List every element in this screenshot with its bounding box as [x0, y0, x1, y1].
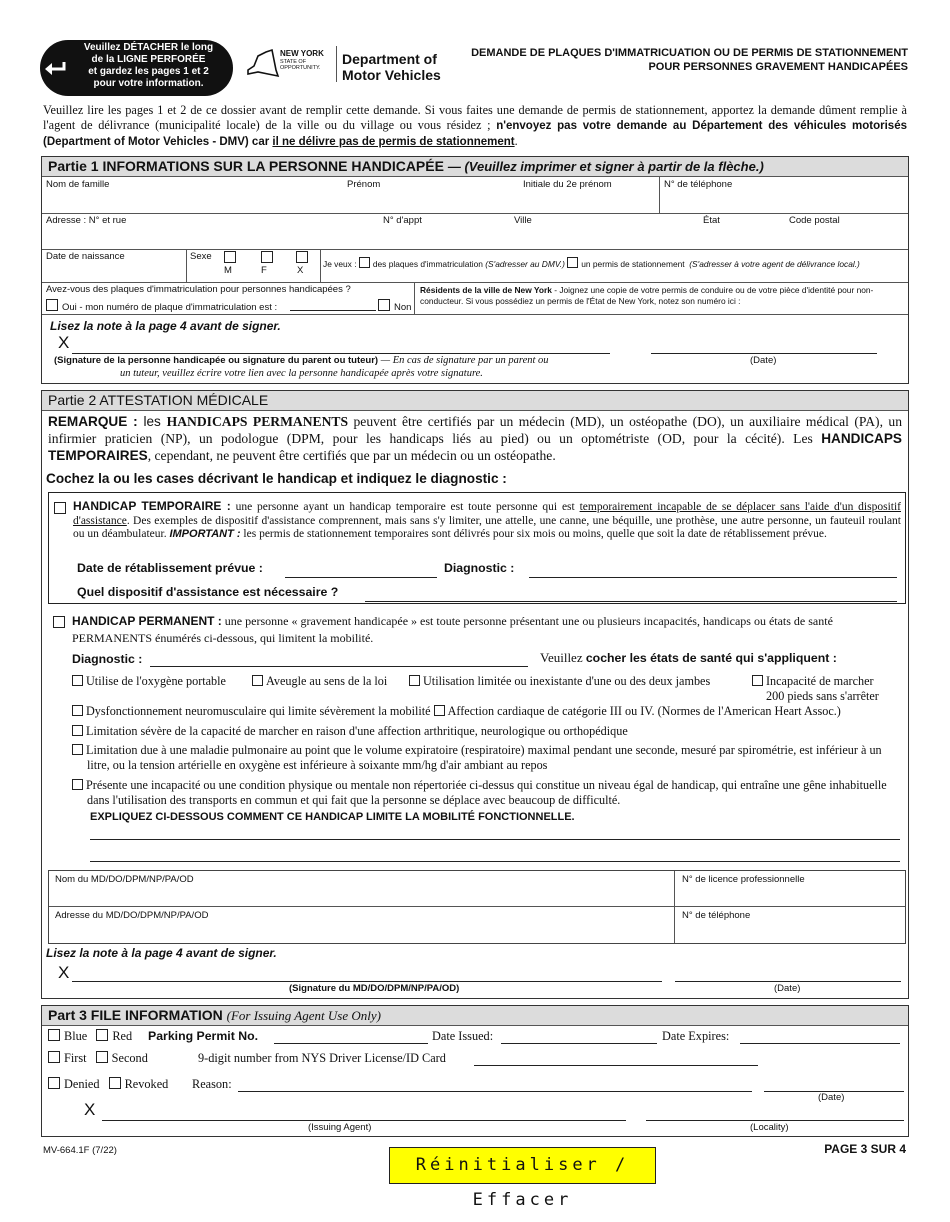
part2-lisez-note: Lisez la note à la page 4 avant de signer. — [46, 946, 277, 960]
label-nom-md: Nom du MD/DO/DPM/NP/PA/OD — [55, 874, 194, 885]
perm-options — [72, 674, 902, 808]
input-date-issued[interactable] — [501, 1043, 657, 1044]
part3-header — [42, 1006, 908, 1026]
label-nine-digit: 9-digit number from NYS Driver License/ID Card — [198, 1051, 446, 1065]
label-plaques: des plaques d'immatriculation — [372, 259, 483, 269]
intro-paragraph — [43, 103, 907, 150]
label-date-retab: Date de rétablissement prévue : — [77, 561, 263, 575]
part1-header — [42, 157, 908, 177]
permit-color-row — [48, 1029, 132, 1044]
label-sexe-f: F — [261, 265, 267, 276]
detach-line-4: pour votre information. — [93, 78, 204, 89]
input-telephone[interactable] — [660, 177, 908, 212]
ny-logo-text-3: OPPORTUNITY. — [280, 65, 321, 71]
part1-title: Partie 1 INFORMATIONS SUR LA PERSONNE HANDICAPÉE — [48, 158, 444, 174]
rem-c: , cependant, ne peuvent être certifiés que par un médecin ou un ostéopathe. — [147, 448, 556, 463]
label-adresse-md: Adresse du MD/DO/DPM/NP/PA/OD — [55, 910, 209, 921]
checkbox-jambes[interactable] — [409, 675, 420, 686]
part2-signature-line[interactable] — [72, 981, 662, 982]
label-date-expires: Date Expires: — [662, 1029, 730, 1043]
title-line-1: DEMANDE DE PLAQUES D'IMMATRICUATION OU DE PERMIS DE STATIONNEMENT — [471, 47, 908, 59]
input-licence[interactable] — [675, 871, 905, 906]
input-explication-2[interactable] — [90, 861, 900, 862]
part2-sig-caption: (Signature du MD/DO/DPM/NP/PA/OD) — [289, 983, 460, 994]
cochez-instruction: Cochez la ou les cases décrivant le handicap et indiquez le diagnostic : — [46, 471, 507, 486]
opt-jambes: Utilisation limitée ou inexistante d'une ou des deux jambes — [423, 674, 711, 688]
label-second: Second — [111, 1051, 148, 1065]
checkbox-oxygene[interactable] — [72, 675, 83, 686]
dmv-name-line-2: Motor Vehicles — [342, 67, 441, 83]
nyc-residents-note — [420, 285, 904, 307]
label-date-issued: Date Issued: — [432, 1029, 494, 1043]
part2-date-label: (Date) — [774, 983, 801, 994]
dmv-name — [342, 51, 441, 83]
checkbox-cardiaque[interactable] — [434, 705, 445, 716]
part3-date-label: (Date) — [818, 1092, 845, 1103]
checkbox-non[interactable] — [378, 299, 390, 311]
part3-subtitle: (For Issuing Agent Use Only) — [226, 1008, 381, 1023]
part2-title: Partie 2 ATTESTATION MÉDICALE — [48, 392, 269, 408]
part2-header — [42, 391, 908, 411]
reset-button[interactable]: Réinitialiser / Effacer — [389, 1147, 656, 1184]
sig-ital-2: un tuteur, veuillez écrire votre lien avec la personne handicapée après votre signature. — [120, 368, 483, 379]
label-sexe: Sexe — [190, 251, 212, 262]
part1-lisez-note: Lisez la note à la page 4 avant de signer. — [50, 319, 281, 333]
checkbox-marcher[interactable] — [752, 675, 763, 686]
label-reason: Reason: — [192, 1077, 232, 1091]
remarque-paragraph — [48, 413, 902, 464]
label-parking-permit: Parking Permit No. — [148, 1029, 259, 1043]
checkbox-denied[interactable] — [48, 1077, 60, 1089]
part3-title: Part 3 FILE INFORMATION — [48, 1007, 223, 1023]
sig-ital-1: — En cas de signature par un parent ou — [378, 355, 549, 366]
label-adresse: Adresse : N° et rue — [46, 215, 127, 226]
label-permis: un permis de stationnement — [581, 259, 685, 269]
label-oui: Oui - mon numéro de plaque d'immatriculation est : — [62, 302, 278, 313]
dmv-name-line-1: Department of — [342, 51, 437, 67]
label-sexe-m: M — [224, 265, 232, 276]
temp-handicap-box — [48, 492, 906, 604]
input-tel-md[interactable] — [675, 907, 905, 943]
label-issuing-agent: (Issuing Agent) — [308, 1122, 372, 1133]
input-date-retab[interactable] — [285, 577, 437, 578]
checkbox-neuro[interactable] — [72, 705, 83, 716]
part3-section — [41, 1005, 909, 1137]
opt-aveugle: Aveugle au sens de la loi — [266, 674, 388, 688]
perm-label: HANDICAP PERMANENT : — [72, 614, 222, 628]
part1-section — [41, 156, 909, 384]
checkbox-plaques[interactable] — [359, 257, 370, 268]
checkbox-oui[interactable] — [46, 299, 58, 311]
non-row — [378, 299, 411, 313]
perm-text: une personne « gravement handicapée » est toute personne présentant une ou plusieurs incapacités, handicaps ou états de santé PERMANENTS énumérés ci-dessous, qui limitent la mobilité. — [72, 614, 833, 645]
arrow-left-icon — [44, 60, 66, 78]
label-non: Non — [394, 302, 412, 313]
input-issuing-agent[interactable] — [102, 1120, 626, 1121]
intro-text-d: . — [514, 134, 518, 148]
label-permis-note: (S'adresser à votre agent de délivrance local.) — [689, 259, 860, 269]
detach-line-2: de la LIGNE PERFORÉE — [91, 54, 206, 65]
je-veux-row — [323, 257, 860, 269]
label-je-veux: Je veux : — [323, 259, 357, 269]
label-locality: (Locality) — [750, 1122, 789, 1133]
remarque-label: REMARQUE : — [48, 414, 138, 429]
temp-handicap-text — [73, 500, 901, 542]
veuillez-text: Veuillez — [540, 650, 586, 665]
important-label: IMPORTANT : — [169, 528, 241, 540]
label-avez-vous: Avez-vous des plaques d'immatriculation pour personnes handicapées ? — [46, 284, 351, 295]
opt-marcher-2: 200 pieds sans s'arrêter — [766, 689, 879, 703]
first-second-row — [48, 1051, 148, 1066]
input-perm-diagnostic[interactable] — [150, 666, 528, 667]
input-date-expires[interactable] — [740, 1043, 900, 1044]
label-temp-diagnostic: Diagnostic : — [444, 561, 515, 575]
checkbox-perm-handicap[interactable] — [53, 616, 65, 628]
part3-x-mark: X — [84, 1100, 96, 1119]
opt-cardiaque: Affection cardiaque de catégorie III ou IV. (Normes de l'American Heart Assoc.) — [447, 704, 841, 718]
opt-arthrite: Limitation sévère de la capacité de marcher en raison d'une affection arthritique, neurologique ou orthopédique — [86, 724, 628, 738]
oui-row — [46, 299, 277, 313]
ny-state-logo — [244, 44, 334, 84]
ny-state-map-icon — [244, 46, 280, 82]
label-code-postal: Code postal — [789, 215, 840, 226]
input-nom-prenom[interactable] — [42, 177, 659, 212]
label-initiale: Initiale du 2e prénom — [523, 179, 612, 190]
checkbox-second[interactable] — [96, 1051, 108, 1063]
label-plaques-note: (S'adresser au DMV.) — [485, 259, 565, 269]
label-licence: N° de licence professionnelle — [682, 874, 805, 885]
denied-revoked-row — [48, 1077, 168, 1092]
checkbox-first[interactable] — [48, 1051, 60, 1063]
temp-label: HANDICAP TEMPORAIRE : — [73, 499, 231, 513]
title-line-2: POUR PERSONNES GRAVEMENT HANDICAPÉES — [648, 61, 908, 73]
cocher-bold: cocher les états de santé qui s'appliquent : — [585, 651, 837, 665]
veuillez-cocher — [540, 650, 837, 666]
part2-x-mark: X — [58, 963, 70, 982]
opt-marcher-1: Incapacité de marcher — [766, 674, 874, 688]
part1-date-label: (Date) — [750, 355, 777, 366]
label-red: Red — [112, 1029, 133, 1043]
label-ville: Ville — [514, 215, 532, 226]
intro-text-a: Veuillez lire les pages 1 et 2 de ce dossier avant de remplir cette demande. Si vous faites une demande de permis de stationnement, apportez la demande dûment remplie à l'agent de délivrance (municipalité locale) de la ville ou du village ou vous résidez ; — [43, 103, 907, 132]
input-nom-md[interactable] — [49, 871, 674, 906]
checkbox-permis[interactable] — [567, 257, 578, 268]
label-sexe-x: X — [297, 265, 304, 276]
checkbox-red[interactable] — [96, 1029, 108, 1041]
detach-line-1: Veuillez DÉTACHER le long — [83, 42, 214, 53]
sig-bold: (Signature de la personne handicapée ou signature du parent ou tuteur) — [54, 355, 379, 366]
checkbox-pulmo[interactable] — [72, 744, 83, 755]
label-naissance: Date de naissance — [46, 251, 125, 262]
rem-a: les — [137, 414, 167, 429]
nyc-text: - Joignez une copie de votre permis de conduire ou de votre pièce d'identité pour non-conducteur. Si vous possédiez un permis de l'État de New York, notez son numéro ici : — [420, 285, 874, 306]
temp-u: temporairement incapable de se déplacer sans l'aide d'un dispositif d'assistance — [73, 501, 901, 527]
input-dispositif[interactable] — [365, 601, 897, 602]
ny-logo-text-1: NEW YORK — [280, 49, 324, 58]
label-quel-dispositif: Quel dispositif d'assistance est nécessaire ? — [77, 585, 339, 599]
page-title — [471, 46, 908, 74]
checkbox-autre[interactable] — [72, 779, 83, 790]
temp-bold: HANDICAPS TEMPORAIRES — [48, 431, 902, 463]
nyc-bold: Résidents de la ville de New York — [420, 285, 552, 295]
checkbox-sexe-f[interactable] — [261, 251, 273, 263]
input-nine-digit[interactable] — [474, 1065, 758, 1066]
part1-date-line[interactable] — [651, 353, 877, 354]
opt-oxygene: Utilise de l'oxygène portable — [86, 674, 226, 688]
rem-b: peuvent être certifiés par un médecin (MD), un ostéopathe (DO), un auxiliaire médical (PA), un infirmier praticien (NP), un podologue (DPM, pour les handicaps liés au pied) ou un optométriste (OD, pour la cécité). Les — [48, 414, 902, 446]
perm-bold: HANDICAPS PERMANENTS — [166, 414, 349, 429]
part1-signature-caption — [54, 354, 654, 380]
intro-text-c: il ne délivre pas de permis de stationnement — [272, 136, 515, 148]
input-parking-permit[interactable] — [274, 1043, 428, 1044]
input-locality[interactable] — [646, 1120, 904, 1121]
input-temp-diagnostic[interactable] — [529, 577, 897, 578]
input-explication-1[interactable] — [90, 839, 900, 840]
checkbox-aveugle[interactable] — [252, 675, 263, 686]
ny-logo-text-2: STATE OF — [280, 59, 307, 65]
part1-x-mark: X — [58, 333, 70, 352]
checkbox-arthrite[interactable] — [72, 725, 83, 736]
opt-autre: Présente une incapacité ou une condition physique ou mentale non répertoriée ci-dessus qui constitue un niveau égal de handicap, qui entraîne une gêne inhabituelle dans l'utilisation des transports en commun et qui fait que la personne se déplace avec beaucoup de difficulté. — [86, 778, 887, 807]
label-tel-md: N° de téléphone — [682, 910, 751, 921]
checkbox-revoked[interactable] — [109, 1077, 121, 1089]
label-etat: État — [703, 215, 720, 226]
label-blue: Blue — [64, 1029, 88, 1043]
input-reason[interactable] — [238, 1091, 752, 1092]
temp-c: les permis de stationnement temporaires sont délivrés pour six mois ou moins, quelle que soit la date de rétablissement prévue. — [240, 528, 827, 540]
label-telephone: N° de téléphone — [664, 179, 733, 190]
opt-pulmo: Limitation due à une maladie pulmonaire au point que le volume expiratoire (respiratoire) maximal pendant une seconde, mesuré par spirométrie, est inférieur à un litre, ou la tension artérielle en oxygène est inférieure à soixante mm/hg d'air ambiant au repos — [86, 743, 882, 772]
checkbox-sexe-x[interactable] — [296, 251, 308, 263]
part2-date-line[interactable] — [675, 981, 901, 982]
temp-a: une personne ayant un handicap temporaire est toute personne qui est — [230, 501, 580, 513]
input-plaque-numero[interactable] — [290, 310, 376, 311]
label-revoked: Revoked — [124, 1077, 169, 1091]
input-adresse-md[interactable] — [49, 907, 674, 943]
expliquez-label: EXPLIQUEZ CI-DESSOUS COMMENT CE HANDICAP LIMITE LA MOBILITÉ FONCTIONNELLE. — [90, 811, 575, 823]
perm-handicap-text — [72, 613, 902, 647]
label-nom: Nom de famille — [46, 179, 110, 190]
checkbox-sexe-m[interactable] — [224, 251, 236, 263]
label-first: First — [64, 1051, 87, 1065]
page-number: PAGE 3 SUR 4 — [824, 1142, 906, 1156]
label-appt: N° d'appt — [383, 215, 422, 226]
checkbox-blue[interactable] — [48, 1029, 60, 1041]
label-perm-diagnostic: Diagnostic : — [72, 652, 143, 666]
label-prenom: Prénom — [347, 179, 381, 190]
form-number: MV-664.1F (7/22) — [43, 1145, 117, 1156]
intro-text-b: n'envoyez pas votre demande au Département des véhicules motorisés (Department of Motor Vehicles - DMV) car — [43, 120, 907, 148]
detach-line-3: et gardez les pages 1 et 2 — [88, 66, 209, 77]
detach-note-badge — [40, 40, 233, 96]
part1-subtitle: — (Veuillez imprimer et signer à partir de la flèche.) — [447, 159, 764, 174]
doctor-info-table — [48, 870, 906, 944]
label-denied: Denied — [64, 1077, 100, 1091]
input-adresse[interactable] — [42, 214, 908, 248]
checkbox-temp-handicap[interactable] — [54, 502, 66, 514]
temp-b: . Des exemples de dispositif d'assistance comprennent, mais sans s'y limiter, une attelle, une canne, une béquille, une prothèse, une autre personne, un fauteuil roulant ou un déambulateur. — [73, 514, 901, 540]
part2-section — [41, 390, 909, 999]
opt-neuro: Dysfonctionnement neuromusculaire qui limite sévèrement la mobilité — [86, 704, 431, 718]
